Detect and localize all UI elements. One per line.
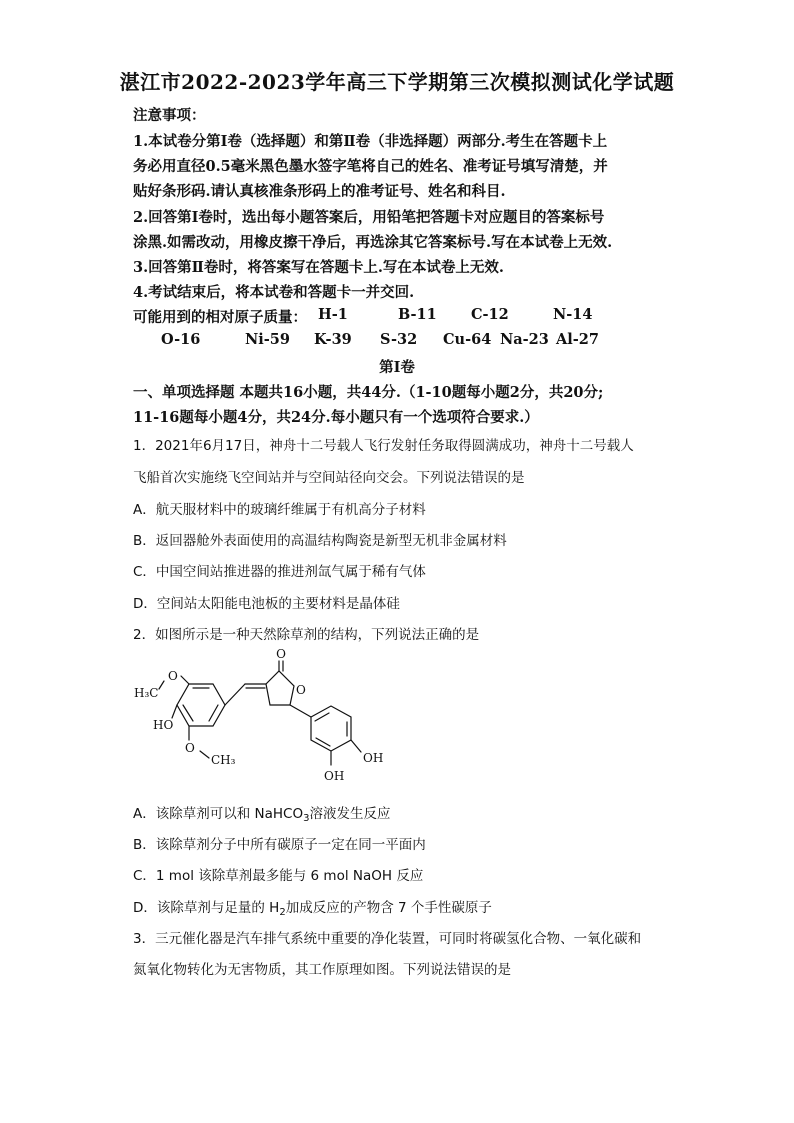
question-1-option-d: D．空间站太阳能电池板的主要材料是晶体硅 bbox=[133, 596, 400, 612]
note-line: 4.考试结束后，将本试卷和答题卡一并交回. bbox=[133, 284, 415, 301]
question-2-option-a: A．该除草剂可以和 NaHCO$_3$溶液发生反应 bbox=[133, 806, 391, 824]
structure-methoxy-bottom: CH₃ bbox=[211, 753, 236, 767]
atomic-mass-label: 可能用到的相对原子质量： bbox=[133, 309, 307, 326]
structure-phenol-ho: HO bbox=[153, 718, 174, 732]
question-1-stem: 1．2021年6月17日，神舟十二号载人飞行发射任务取得圆满成功，神舟十二号载人 bbox=[133, 438, 634, 454]
note-line: 涂黑.如需改动，用橡皮擦干净后，再选涂其它答案标号.写在本试卷上无效. bbox=[133, 234, 613, 251]
atomic-mass-item: Al-27 bbox=[556, 331, 599, 348]
atomic-mass-item: Ni-59 bbox=[245, 331, 290, 348]
note-line: 3.回答第Ⅱ卷时，将答案写在答题卡上.写在本试卷上无效. bbox=[133, 259, 504, 276]
structure-oh-right: OH bbox=[363, 751, 384, 765]
note-line: 1.本试卷分第Ⅰ卷（选择题）和第Ⅱ卷（非选择题）两部分.考生在答题卡上 bbox=[133, 133, 608, 150]
atomic-mass-item: K-39 bbox=[314, 331, 352, 348]
question-2-stem: 2．如图所示是一种天然除草剂的结构，下列说法正确的是 bbox=[133, 627, 480, 643]
herbicide-structure bbox=[125, 648, 405, 788]
question-1-stem: 飞船首次实施绕飞空间站并与空间站径向交会。下列说法错误的是 bbox=[133, 470, 525, 486]
question-2-option-c: C．1 mol 该除草剂最多能与 6 mol NaOH 反应 bbox=[133, 868, 424, 884]
question-3-stem: 氮氧化物转化为无害物质，其工作原理如图。下列说法错误的是 bbox=[133, 962, 511, 978]
section-heading: 一、单项选择题 本题共16小题，共44分.（1-10题每小题2分，共20分; bbox=[133, 384, 604, 401]
atomic-mass-item: C-12 bbox=[471, 306, 509, 323]
atomic-mass-item: N-14 bbox=[553, 306, 593, 323]
atomic-mass-item: Na-23 bbox=[500, 331, 549, 348]
note-line: 贴好条形码.请认真核准条形码上的准考证号、姓名和科目. bbox=[133, 183, 506, 200]
structure-methoxy-bottom-o: O bbox=[185, 741, 195, 755]
atomic-mass-item: Cu-64 bbox=[443, 331, 492, 348]
volume-title: 第Ⅰ卷 bbox=[379, 359, 415, 376]
note-line: 务必用直径0.5毫米黑色墨水签字笔将自己的姓名、准考证号填写清楚，并 bbox=[133, 158, 608, 175]
atomic-mass-item: H-1 bbox=[318, 306, 348, 323]
exam-title: 湛江市2022-2023学年高三下学期第三次模拟测试化学试题 bbox=[119, 70, 675, 94]
structure-methoxy-top: H₃C bbox=[134, 686, 159, 700]
structure-oh-bottom: OH bbox=[324, 769, 345, 783]
structure-carbonyl-o: O bbox=[276, 648, 286, 661]
section-heading: 11-16题每小题4分，共24分.每小题只有一个选项符合要求.） bbox=[133, 409, 539, 426]
notes-heading: 注意事项： bbox=[133, 107, 206, 124]
structure-methoxy-top-o: O bbox=[168, 669, 178, 683]
question-2-option-b: B．该除草剂分子中所有碳原子一定在同一平面内 bbox=[133, 837, 426, 853]
atomic-mass-item: B-11 bbox=[398, 306, 437, 323]
atomic-mass-item: O-16 bbox=[161, 331, 201, 348]
question-1-option-b: B．返回器舱外表面使用的高温结构陶瓷是新型无机非金属材料 bbox=[133, 533, 507, 549]
note-line: 2.回答第Ⅰ卷时，选出每小题答案后，用铅笔把答题卡对应题目的答案标号 bbox=[133, 209, 605, 226]
question-3-stem: 3．三元催化器是汽车排气系统中重要的净化装置，可同时将碳氢化合物、一氧化碳和 bbox=[133, 931, 642, 947]
atomic-mass-item: S-32 bbox=[380, 331, 418, 348]
question-1-option-a: A．航天服材料中的玻璃纤维属于有机高分子材料 bbox=[133, 502, 426, 518]
question-1-option-c: C．中国空间站推进器的推进剂氙气属于稀有气体 bbox=[133, 564, 426, 580]
question-2-option-d: D．该除草剂与足量的 $H_2$加成反应的产物含 7 个手性碳原子 bbox=[133, 900, 492, 918]
structure-ring-o: O bbox=[296, 683, 306, 697]
